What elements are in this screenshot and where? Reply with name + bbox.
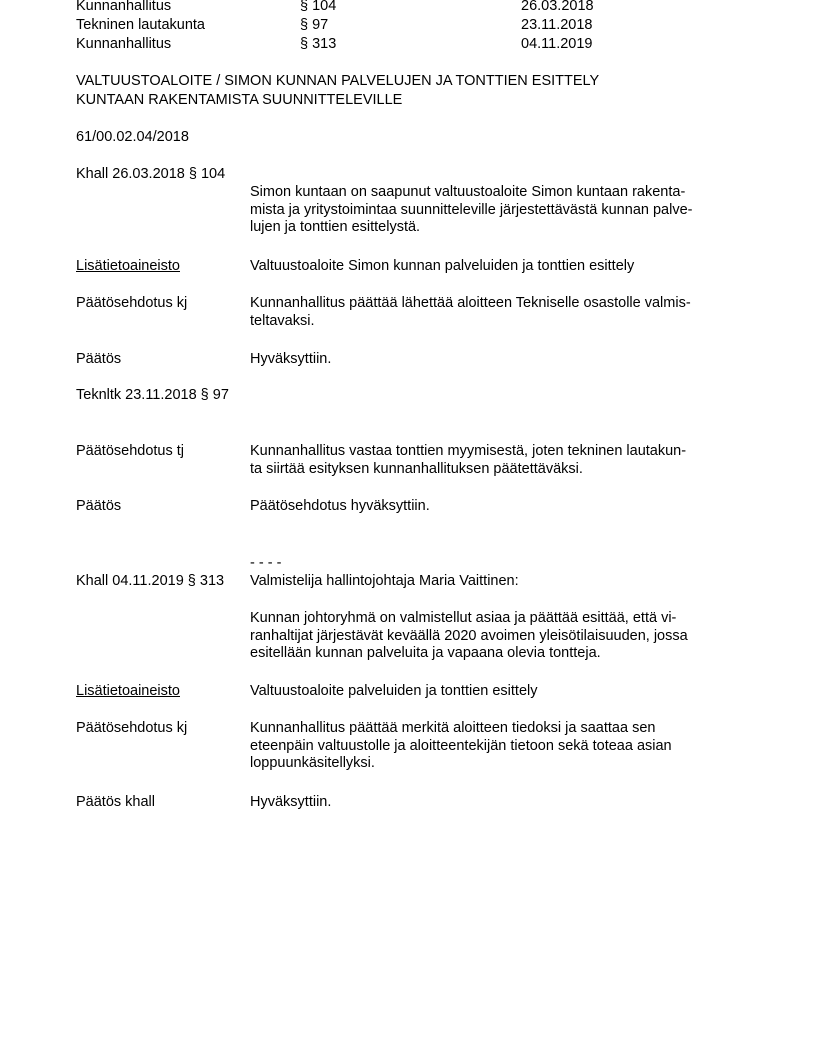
- decision-text: Hyväksyttiin.: [250, 351, 332, 367]
- proposal-label: Päätösehdotus kj: [76, 295, 188, 311]
- decision-label: Päätös khall: [76, 794, 155, 810]
- attachment-text: Valtuustoaloite Simon kunnan palveluiden ja tonttien esittely: [250, 258, 635, 274]
- decision-text: Hyväksyttiin.: [250, 794, 332, 810]
- section-heading: Khall 04.11.2019 § 313: [76, 573, 225, 589]
- proposal-text: Kunnanhallitus päättää lähettää aloitteen Tekniselle osastolle valmis- teltavaksi.: [250, 295, 691, 329]
- separator: - - - -: [250, 555, 282, 571]
- section-heading: Khall 26.03.2018 § 104: [76, 166, 226, 182]
- section-body: Kunnan johtoryhmä on valmistellut asiaa ja päättää esittää, että vi- ranhaltijat järjestävät keväällä 2020 avoimen yleisötilaisuuden, jossa esitellään kunnan palveluita ja vapaana olevia tontteja.: [250, 610, 688, 661]
- meeting-section: § 97: [300, 17, 329, 33]
- document-title-line1: VALTUUSTOALOITE / SIMON KUNNAN PALVELUJEN JA TONTTIEN ESITTELY: [76, 73, 600, 89]
- meeting-date: 23.11.2018: [521, 17, 593, 33]
- preparer-line: Valmistelija hallintojohtaja Maria Vaittinen:: [250, 573, 519, 589]
- proposal-text: Kunnanhallitus vastaa tonttien myymisestä, joten tekninen lautakun- ta siirtää esityksen kunnanhallituksen päätettäväksi.: [250, 443, 687, 477]
- decision-label: Päätös: [76, 351, 122, 367]
- record-number: 61/00.02.04/2018: [76, 129, 189, 145]
- meeting-section: § 313: [300, 36, 337, 52]
- decision-text: Päätösehdotus hyväksyttiin.: [250, 498, 430, 514]
- attachment-label: Lisätietoaineisto: [76, 258, 180, 274]
- proposal-text: Kunnanhallitus päättää merkitä aloitteen tiedoksi ja saattaa sen eteenpäin valtuustolle ja aloitteentekijän tietoon sekä toteaa asian loppuunkäsitellyksi.: [250, 720, 672, 771]
- meeting-date: 04.11.2019: [521, 36, 593, 52]
- section-body: Simon kuntaan on saapunut valtuustoaloite Simon kuntaan rakenta- mista ja yritystoimintaa suunnitteleville järjestettävästä kunnan palve- lujen ja tonttien esittelystä.: [250, 184, 693, 235]
- attachment-text: Valtuustoaloite palveluiden ja tonttien esittely: [250, 683, 538, 699]
- meeting-body: Tekninen lautakunta: [76, 17, 205, 33]
- meeting-body: Kunnanhallitus: [76, 36, 172, 52]
- meeting-body: Kunnanhallitus: [76, 0, 172, 14]
- meeting-section: § 104: [300, 0, 337, 14]
- section-heading: Tekn​ltk 23.11.2018 § 97: [76, 387, 229, 403]
- meeting-date: 26.03.2018: [521, 0, 594, 14]
- proposal-label: Päätösehdotus kj: [76, 720, 188, 736]
- proposal-label: Päätösehdotus tj: [76, 443, 185, 459]
- attachment-label: Lisätietoaineisto: [76, 683, 180, 699]
- decision-label: Päätös: [76, 498, 122, 514]
- document-title-line2: KUNTAAN RAKENTAMISTA SUUNNITTELEVILLE: [76, 92, 403, 108]
